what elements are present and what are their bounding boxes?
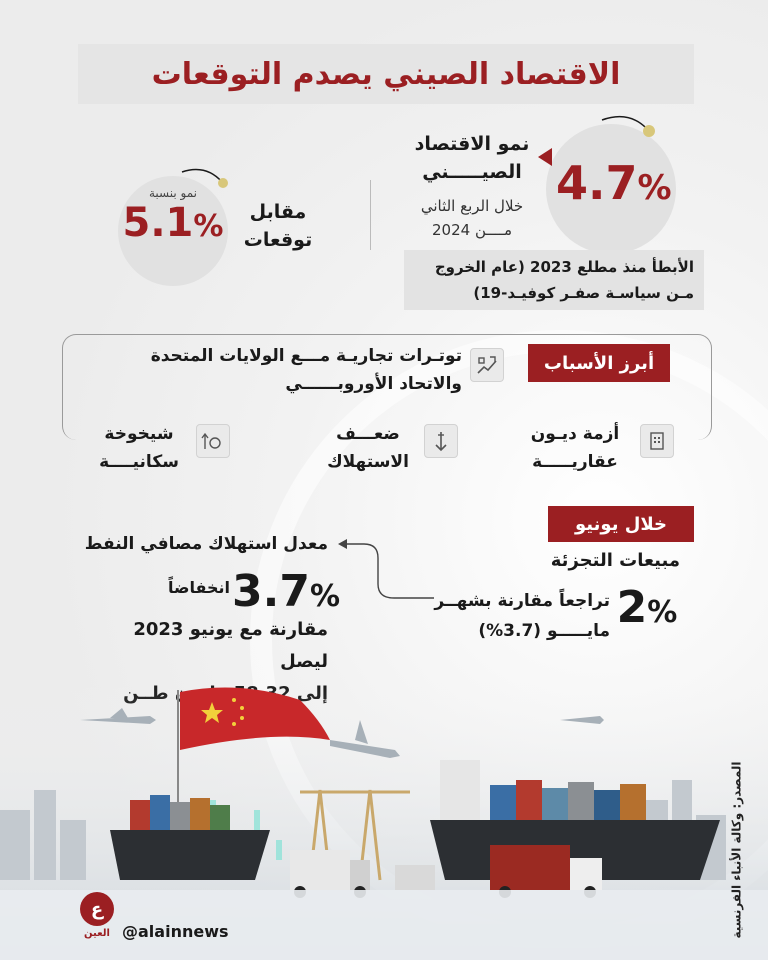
- june-heading: خلال يونيو: [548, 506, 694, 542]
- retail-description: [424, 586, 610, 646]
- growth-period-line2: مــــن 2024: [432, 221, 512, 239]
- logo-text: العين: [84, 928, 110, 939]
- oil-percent: %: [309, 579, 341, 614]
- expectation-value: [120, 200, 226, 246]
- retail-value: [612, 582, 682, 633]
- expectation-label-line1: مقابل: [249, 201, 307, 223]
- retail-title: مبيعات التجزئة: [550, 550, 680, 571]
- reason-aging-line1: شيخوخة: [104, 424, 174, 444]
- divider: [370, 180, 371, 250]
- growth-label: [412, 130, 532, 186]
- connector-arrow-icon: [334, 536, 444, 606]
- reason-trade-line1: توتـرات تجاريـة مـــع الولايات المتحدة: [150, 346, 462, 366]
- retail-line1: تراجعاً مقارنة بشهــر: [434, 591, 610, 611]
- source-text: المصدر: وكالة الأنباء الفرنسية: [730, 761, 744, 939]
- growth-arc-accent: [600, 112, 660, 142]
- growth-number: 4.7: [556, 156, 638, 210]
- oil-title: معدل استهلاك مصافي النفط: [84, 534, 328, 554]
- real-estate-debt-icon: [640, 424, 674, 458]
- oil-word: انخفاضاً: [167, 578, 230, 597]
- reasons-heading: أبرز الأسباب: [528, 344, 670, 382]
- trade-scene-illustration: [0, 680, 768, 960]
- retail-percent: %: [647, 595, 678, 630]
- reason-trade-line2: والاتحاد الأوروبــــــي: [285, 374, 462, 394]
- reason-aging: [88, 420, 190, 476]
- oil-number: 3.7: [232, 566, 310, 617]
- growth-label-line2: الصيـــــني: [422, 161, 522, 183]
- growth-period-line1: خلال الربع الثاني: [420, 197, 524, 215]
- reason-real-estate: [518, 420, 632, 476]
- weak-consumption-icon: [424, 424, 458, 458]
- reason-real-estate-line2: عقاريـــــة: [532, 452, 618, 472]
- growth-percent: %: [637, 168, 672, 208]
- reason-consumption-line2: الاستهلاك: [327, 452, 409, 472]
- growth-note: [404, 250, 704, 310]
- expectation-number: 5.1: [122, 200, 194, 246]
- oil-value: [232, 566, 341, 617]
- page-title: الاقتصاد الصيني يصدم التوقعات: [151, 56, 621, 92]
- oil-line1: مقارنة مع يونيو 2023 ليصل: [133, 619, 328, 672]
- growth-note-line2: مـن سياسـة صفـر كوفيـد-19): [473, 284, 694, 302]
- growth-note-line1: الأبطأ منذ مطلع 2023 (عام الخروج: [434, 258, 694, 276]
- social-handle[interactable]: @alainnews: [122, 922, 229, 941]
- reason-consumption-line1: ضعـــف: [336, 424, 400, 444]
- growth-period: [412, 194, 532, 242]
- expectation-small-label: نمو بنسبة: [148, 186, 197, 200]
- trade-tension-icon: [470, 348, 504, 382]
- expectation-label: [238, 198, 318, 254]
- reason-trade: [96, 342, 462, 398]
- pointer-triangle-icon: [538, 148, 552, 166]
- expectation-percent: %: [193, 209, 224, 244]
- expectation-label-line2: توقعات: [243, 229, 313, 251]
- retail-line2: مايـــــو (3.7%): [478, 621, 610, 641]
- growth-value: [556, 156, 672, 210]
- aging-population-icon: [196, 424, 230, 458]
- retail-number: 2: [616, 582, 648, 633]
- source-container: [722, 760, 752, 940]
- growth-label-line1: نمو الاقتصاد: [414, 133, 530, 155]
- alain-logo: ع: [80, 892, 114, 926]
- reason-consumption: [318, 420, 418, 476]
- title-banner: [78, 44, 694, 104]
- reason-aging-line2: سكانيــــة: [99, 452, 179, 472]
- reason-real-estate-line1: أزمة ديـون: [530, 424, 620, 444]
